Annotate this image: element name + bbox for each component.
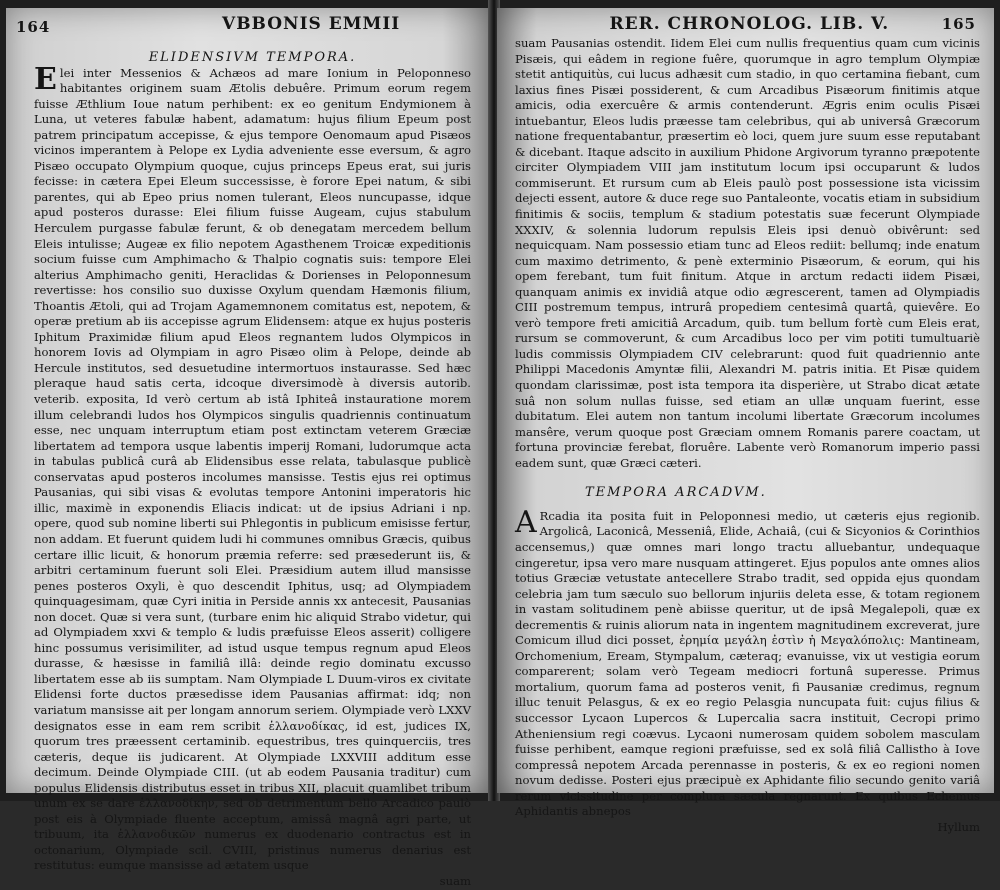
right-body-paragraph-2 — [515, 504, 980, 820]
left-body-text: lei inter Messenios & Achæos ad mare Ionium in Peloponneso habitantes originem suam Ætolis debuêre. Primum eorum regem fuisse Æthlium Ioue natum perhibent: ex eo genitum Endymionem à Luna, ut veteres fabulæ habent, adamatum: hujus filium Epeum post patrem principatum accepisse, & ejus tempore Oenomaum apud Pisæos vicinos imperantem à Pelope ex Lydia adveniente esse eversum, & agro Pisæo occupato Olympium quoque, cujus princeps Epeus erat, sui juris fecisse: in cætera Epei Eleum successisse, è forore Epei natum, & sibi parentes, qui ab Epeo prius nomen tulerant, Eleos nuncupasse, idque apud posteros durasse: Elei filium fuisse Augeam, cujus stabulum Herculem purgasse fabulæ ferunt, & ob denegatam mercedem bellum Eleis intulisse; Augeæ ex filio nepotem Agasthenem Troicæ expeditionis socium fuisse cum Amphimacho & Thalpio cognatis suis: tempore Elei alterius Amphimacho geniti, Heraclidas & Dorienses in Peloponnesum revertisse: hos consilio suo duxisse Oxylum quendam Hæmonis filium, Thoantis Ætoli, qui ad Trojam Agamemnonem comitatus est, nepotem, & operæ pretium ab iis accepisse agrum Elidensem: atque ex hujus posteris Iphitum Praximidæ filium apud Eleos regnantem ludos Olympicos in honorem Iovis ad Olympiam in agro Pisæo olim à Pelope, deinde ab Hercule institutos, sed desuetudine intermortuos instaurasse. Sed hæc pleraque haud satis certa, idcoque diversimodè à diversis autorib. veterib. exposita, Id verò certum ab istâ Iphiteâ instauratione morem illum celebrandi ludos hos Olympicos singulis quadriennis continuatum esse, nec unquam interruptum etiam post extinctam veterem Græciæ libertatem ad tempora usque labentis imperij Romani, ludorumque acta in tabulas publicâ curâ ab Elidensibus esse relata, tabulasque publicè conservatas apud posteros incolumes mansisse. Testis ejus rei optimus Pausanias, qui sibi visas & evolutas tempore Antonini imperatoris hic illic, maximè in exponendis Eliacis indicat: ut de ipsius Adriani i np. opere, quod sub nomine liberti sui Phlegontis in publicum emisisse fertur, non addam. Et fuerunt quidem ludi hi communes omnibus Græcis, quibus certare illic licuit, & honorum præmia referre: sed præsederunt iis, & arbitri certaminum fuerunt soli Elei. Præsidium autem illud mansisse penes posteros Oxyli, è quo descendit Iphitus, usq; ad Olympiadem quinquagesimam, quæ Cyri initia in Perside annis xx antecesit, Pausanias non docet. Quæ si vera sunt, (turbare enim hic aliquid Strabo videtur, qui ad Olympiadem xxvi & templo & ludis præfuisse Eleos asserit) colligere hinc possumus verisimiliter, ad istud usque tempus regnum apud Eleos durasse, & hæsisse in familiâ illâ: deinde regio dominatu excusso libertatem esse ab iis sumptam. Nam Olympiade L Duum-viros ex civitate Elidensi forte ductos præsedisse idem Pausanias affirmat: idq; non variatum mansisse ait per longam annorum seriem. Olympiade verò LXXV designatos esse in eam rem scribit ἑλλανοδίκας, id est, judices IX, quorum tres præessent certaminib. equestribus, tres quinquerciis, tres cæteris, deque iis judicarent. At Olympiade LXXVIII additum esse decimum. Deinde Olympiade CIII. (ut ab eodem Pausania traditur) cum populus Elidensis distributus esset in tribus XII, placuit quamlibet tribum unum ex se dare ἑλλανοδίκην, sed ob detrimentum bello Arcadico paulò post eis à Olympiade fluente acceptum, amissâ magnâ agri parte, ut tribuum, ita ἑλλανοδικῶν numerus ex duodenario contractus est in octonarium, Olympiade scil. CVIII, pristinus numerus denarius est restitutus: eumque mansisse ad ætatem usque — [34, 65, 471, 873]
right-drop-cap: A — [515, 504, 537, 540]
left-running-title: VBBONIS EMMII — [222, 14, 401, 34]
right-body-text-2: Rcadia ita posita fuit in Peloponnesi medio, ut cæteris ejus regionib. Argolicâ, Laconicâ, Messeniâ, Elide, Achaiâ, (cui & Sicyonios & Corinthios accensemus,) quæ omnes mari longo tractu alluebantur, undequaque cingeretur, ipsa vero mare nusquam attingeret. Ejus populos ante omnes alios totius Græciæ vetustate antecellere Strabo tradit, sed oppida ejus quondam celebria jam tum sæculo suo bellorum injuriis deleta esse, & totam regionem in vastam solitudinem penè abiisse queritur, ut de ipsâ Megalepoli, quæ ex decrementis & ruinis aliorum nata in ingentem magnitudinem excreverat, jure Comicum illud dici posset, ἐρημία μεγάλη ἐστὶν ἡ Μεγαλόπολις: Mantineam, Orchomenium, Eream, Stympalum, cæteraq; evanuisse, vix ut vestigia eorum comparerent; solam verò Tegeam mediocri fortunâ superesse. Primus mortalium, quorum fama ad posteros venit, fi Pausaniæ credimus, regnum illuc tenuit Pelasgus, & ex eo regio Pelasgia nuncupata fuit: cujus filius & successor Lycaon Lupercos & Lupercalia sacra instituit, Cecropi primo Atheniensium regi coævus. Lycaoni numerosam quidem sobolem masculam fuisse perhibent, eamque regioni præfuisse, sed ex solâ filiâ Callistho à Iove compressâ nepotem Arcada perennasse in posteris, & ex eo regioni nomen novum dedisse. Posteri ejus præcipuè ex Aphidante filio secundo genito variâ rerum vicissitudine per complura sæcula regnarunt. Ex quibus Echemus Aphidantis abnepos — [515, 508, 980, 819]
right-body-text-1: suam Pausanias ostendit. Iidem Elei cum nullis frequentius quam cum vicinis Pisæis, qui eâdem in regione fuêre, quorumque in agro templum Olympiæ stetit antiquitùs, cui lucus adhæsit cum stadio, in quo certamina fiebant, cum laxius fines Pisæi possiderent, & cum Arcadibus Pisæorum finitimis atque amicis, odia exercuêre & armis contenderunt. Ægris enim oculis Pisæi intuebantur, Eleos ludis præesse tam celebribus, qui ab universâ Græcorum natione frequentabantur, præsertim eò loci, quem jure suum esse reputabant & dicebant. Itaque adscito in auxilium Phidone Argivorum tyranno præpotente circiter Olympiadem VIII jam institutum locum ipsi occuparunt & ludos commiserunt. Et rursum cum ab Eleis paulò post possessione ista vicissim dejecti essent, autore & duce rege suo Pantaleonte, vocatis etiam in subsidium finitimis & sociis, templum & stadium potestatis suæ fecerunt Olympiade XXXIV, & solennia ludorum repulsis Eleis ipsi denuò obivêrunt: sed nequicquam. Nam possessio etiam tunc ad Eleos rediit: bellumq; inde enatum cum maximo detrimento, & penè exterminio Pisæorum, & eorum, qui his opem ferebant, tum fuit finitum. Atque in arctum redacti iidem Pisæi, quanquam animis ex invidiâ atque odio ægrescerent, tamen ad Olympiadis CIII postremum tempus, intrurâ propediem centesimâ quartâ, quievêre. Eo verò tempore freti amicitiâ Arcadum, quib. tum bellum fortè cum Eleis erat, rursum se commoverunt, & cum Arcadibus loco per vim potiti tumultuariè ludis commissis Olympiadem CIV celebrarunt: quod fuit quadriennio ante Philippi Macedonis Amyntæ filii, Alexandri M. patris initia. Et Pisæ quidem quondam clarissimæ, post ista tempora ita disperière, ut Strabo dicat ætate suâ non solum nullas fuisse, sed etiam an ullæ unquam fuerint, esse dubitatum. Elei autem non tantum incolumi libertate Græcorum incolumes mansêre, verum quoque post Græciam omnem Romanis parere coactam, ut fortuna provinciæ ferebat, floruêre. Labente verò Romanorum imperio passi eadem sunt, quæ Græci cæteri. — [515, 36, 980, 470]
left-catchword: suam — [439, 873, 471, 888]
right-running-head — [517, 14, 976, 34]
left-text-block — [34, 50, 471, 890]
right-catchword: Hyllum — [937, 819, 980, 834]
left-drop-cap: E — [34, 61, 57, 97]
left-body-paragraph — [34, 61, 471, 874]
left-running-head — [16, 14, 471, 36]
right-text-block — [515, 36, 980, 835]
right-page — [497, 8, 994, 834]
right-running-title: RER. CHRONOLOG. LIB. V. — [609, 14, 890, 34]
left-page — [6, 8, 491, 888]
left-section-title: ELIDENSIVM TEMPORA. — [148, 50, 357, 65]
right-section-title: TEMPORA ARCADVM. — [585, 485, 767, 501]
right-page-number: 165 — [941, 15, 976, 33]
left-page-number: 164 — [16, 18, 51, 36]
